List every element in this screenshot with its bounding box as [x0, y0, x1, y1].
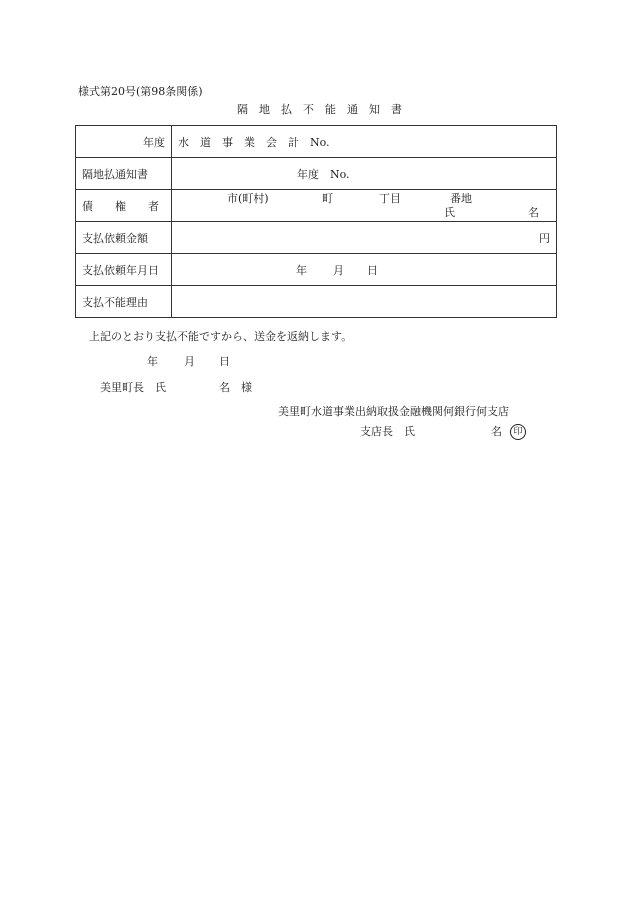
sender-title: 支店長 氏	[360, 425, 415, 438]
label-fiscal-year: 年度	[143, 136, 165, 149]
statement-text: 上記のとおり支払不能ですから、送金を返納します。	[89, 330, 353, 343]
addr-banchi: 番地	[450, 192, 472, 205]
addressee-title: 美里町長 氏	[100, 381, 166, 394]
request-day: 日	[367, 264, 378, 277]
label-reason: 支払不能理由	[82, 296, 148, 309]
table-row-creditor	[76, 190, 557, 222]
name-mei: 名	[528, 206, 539, 219]
label-remittance-notice: 隔地払通知書	[82, 168, 148, 181]
date-day: 日	[219, 355, 230, 368]
request-year: 年	[296, 264, 307, 277]
date-month: 月	[184, 355, 195, 368]
table-row-reason	[76, 286, 557, 318]
sender-organization: 美里町水道事業出納取扱金融機関何銀行何支店	[278, 405, 509, 418]
request-month: 月	[333, 264, 344, 277]
table-row-amount	[76, 222, 557, 254]
sender-name: 名	[491, 425, 502, 438]
remittance-year-no: 年度 No.	[297, 168, 350, 181]
water-account-no: 水 道 事 業 会 計 No.	[178, 136, 330, 149]
table-row-remittance-notice	[76, 158, 557, 190]
label-amount: 支払依頼金額	[82, 232, 148, 245]
addressee-name: 名 様	[219, 381, 252, 394]
form-number: 様式第20号(第98条関係)	[78, 85, 203, 98]
notice-table	[75, 125, 557, 318]
label-creditor: 債 権 者	[82, 200, 159, 213]
document-title: 隔 地 払 不 能 通 知 書	[237, 103, 402, 116]
date-year: 年	[147, 355, 158, 368]
table-row-fiscal-year	[76, 126, 557, 158]
table-row-request-date	[76, 254, 557, 286]
name-shi: 氏	[444, 206, 455, 219]
addr-city: 市(町村)	[227, 192, 269, 205]
seal-icon: 印	[510, 424, 526, 440]
amount-unit: 円	[539, 232, 550, 245]
label-request-date: 支払依頼年月日	[82, 264, 159, 277]
addr-town: 町	[322, 192, 333, 205]
addr-chome: 丁目	[379, 192, 401, 205]
